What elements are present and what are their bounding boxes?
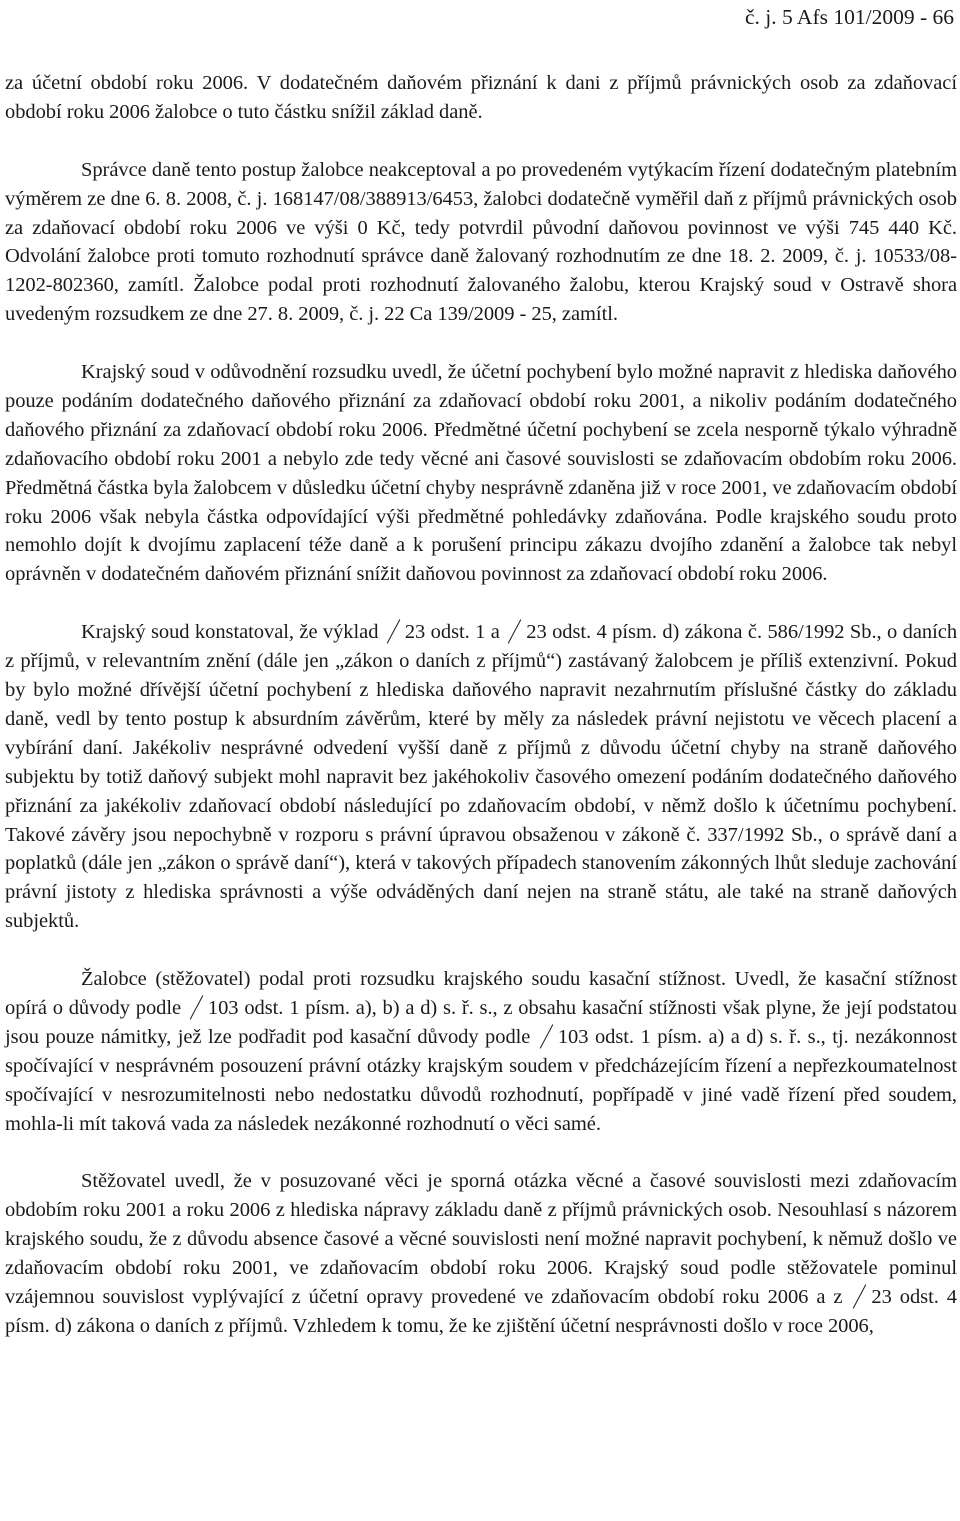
paragraph-3 [5, 358, 957, 589]
paragraph-text: 103 odst. 1 písm. a) a d) s. ř. s., tj. nezákonnost spočívající v nesprávném posouzení právní otázky krajským soudem v předcházejícím řízení a nepřezkoumatelnost spočívající v nesrozumitelnosti nebo nedostatku důvodů rozhodnutí, popřípadě v jiné vadě řízení před soudem, mohla-li mít taková vada za následek nezákonné rozhodnutí o věci samé. [5, 1025, 957, 1135]
paragraph-text: 23 odst. 1 a [404, 621, 506, 644]
paragraph-4 [5, 618, 957, 936]
paragraph-text: 23 odst. 4 písm. d) zákona č. 586/1992 Sb., o daních z příjmů, v relevantním znění (dále jen „zákon o daních z příjmů“) zastávaný žalobcem je příliš extenzivní. Pokud by bylo možné dřívější účetní pochybení z hlediska daňového napravit nezahrnutím příslušné částky do základu daně, vedl by tento postup k absurdním závěrům, které by měly za následek právní nejistotu ve věcech placení a vybírání daní. Jakékoliv nesprávné odvedení vyšší daně z příjmů z důvodu účetní chyby na straně daňového subjektu by totiž daňový subjekt mohl napravit bez jakéhokoliv časového omezení podáním dodatečného daňového přiznání za jakékoliv zdaňovací období následující po zdaňovacím období, v němž došlo k účetnímu pochybení. Takové závěry jsou nepochybně v rozporu s právní úpravou obsaženou v zákoně č. 337/1992 Sb., o správě daní a poplatků (dále jen „zákon o správě daní“), která v takových případech stanovením zákonných lhůt sleduje zachování právní jistoty z hlediska správnosti a výše odváděných daní nejen na straně státu, ale také na straně daňových subjektů. [5, 621, 958, 933]
paragraph-text: 23 odst. 4 písm. d) zákona o daních z příjmů. Vzhledem k tomu, že ke zjištění účetní nesprávnosti došlo v roce 2006, [5, 1285, 957, 1337]
paragraph-1 [5, 69, 957, 127]
section-sign-icon [507, 620, 524, 642]
paragraph-text: Stěžovatel uvedl, že v posuzované věci je sporná otázka věcné a časové souvislosti mezi zdaňovacím obdobím roku 2001 a roku 2006 z hlediska nápravy základu daně z příjmů právnických osob. Nesouhlasí s názorem krajského soudu, že z důvodu absence časové a věcné souvislosti není možné napravit pochybení, k němuž došlo ve zdaňovacím období roku 2001, ve zdaňovacím období roku 2006. Krajský soud podle stěžovatele pominul vzájemnou souvislost vyplývající z účetní opravy provedené ve zdaňovacím období roku 2006 a z [5, 1170, 957, 1308]
paragraph-text: Žalobce (stěžovatel) podal proti rozsudku krajského soudu kasační stížnost. Uvedl, že kasační stížnost opírá o důvody podle [5, 968, 957, 1019]
paragraph-text: Krajský soud v odůvodnění rozsudku uvedl, že účetní pochybení bylo možné napravit z hlediska daňového pouze podáním dodatečného daňového přiznání za zdaňovací období roku 2001, a nikoliv podáním dodatečného daňového přiznání za zdaňovací období roku 2006. Předmětné účetní pochybení se zcela nesporně týkalo výhradně zdaňovacího období roku 2001 a nebylo zde tedy věcné ani časové souvislosti se zdaňovacím obdobím roku 2006. Předmětná částka byla žalobcem v důsledku účetní chyby nesprávně zdaněna již v roce 2001, ve zdaňovacím období roku 2006 však nebyla částka odpovídající výši předmětné pohledávky zdaňována. Podle krajského soudu proto nemohlo dojít k dvojímu zaplacení téže daně a k porušení principu zákazu dvojího zdanění a žalobce tak nebyl oprávněn v dodatečném daňovém přiznání snížit daňovou povinnost za zdaňovací období roku 2006. [5, 361, 957, 586]
case-reference-header: č. j. 5 Afs 101/2009 - 66 [744, 5, 954, 29]
document-body [5, 69, 957, 1341]
paragraph-text: za účetní období roku 2006. V dodatečném daňovém přiznání k dani z příjmů právnických osob za zdaňovací období roku 2006 žalobce o tuto částku snížil základ daně. [5, 72, 957, 123]
paragraph-text: Správce daně tento postup žalobce neakceptoval a po provedeném vytýkacím řízení dodatečným platebním výměrem ze dne 6. 8. 2008, č. j. 168147/08/388913/6453, žalobci dodatečně vyměřil daň z příjmů právnických osob za zdaňovací období roku 2006 ve výši 0 Kč, tedy potvrdil původní daňovou povinnost ve výši 745 440 Kč. Odvolání žalobce proti tomuto rozhodnutí správce daně žalovaný rozhodnutím ze dne 18. 2. 2009, č. j. 10533/08-1202-802360, zamítl. Žalobce podal proti rozhodnutí žalovaného žalobu, kterou Krajský soud v Ostravě shora uvedeným rozsudkem ze dne 27. 8. 2009, č. j. 22 Ca 139/2009 - 25, zamítl. [5, 158, 957, 326]
section-sign-icon [189, 996, 206, 1018]
paragraph-text: Krajský soud konstatoval, že výklad [81, 621, 384, 644]
paragraph-5 [5, 965, 957, 1138]
section-sign-icon [852, 1285, 869, 1307]
section-sign-icon [386, 620, 403, 642]
section-sign-icon [539, 1025, 556, 1047]
paragraph-2 [5, 156, 957, 329]
paragraph-6 [5, 1167, 957, 1340]
paragraph-text: 103 odst. 1 písm. a), b) a d) s. ř. s., z obsahu kasační stížnosti však plyne, že její podstatou jsou pouze námitky, jež lze podřadit pod kasační důvody podle [5, 996, 957, 1048]
